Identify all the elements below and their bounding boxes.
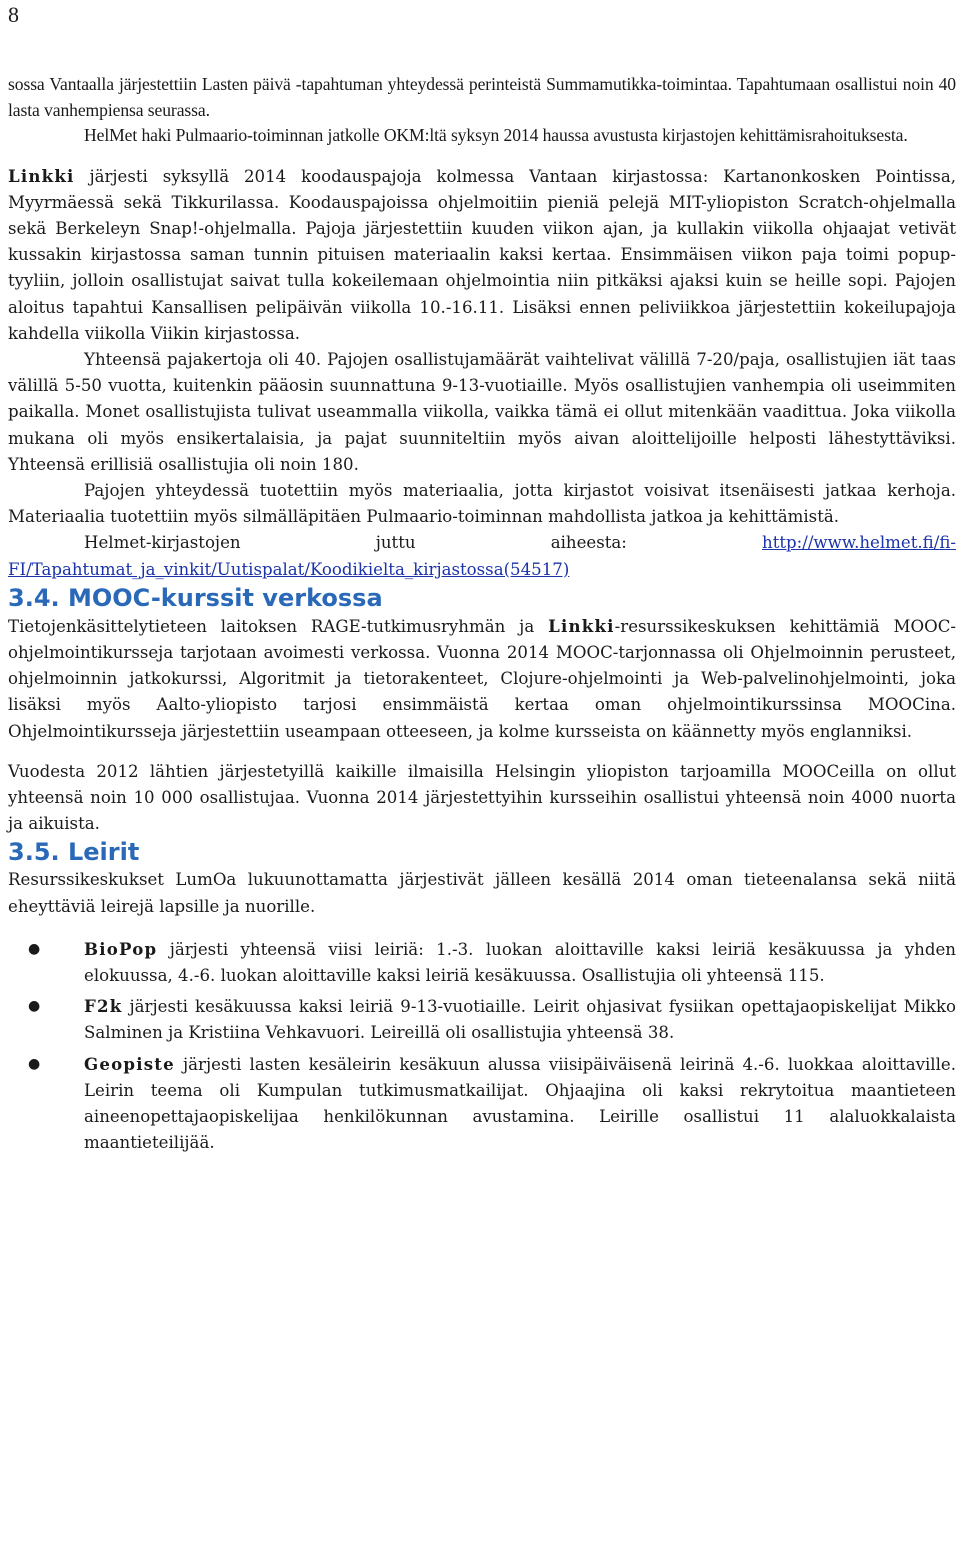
mooc-paragraph-2: Vuodesta 2012 lähtien järjestetyillä kaikille ilmaisilla Helsingin yliopiston tarjoamilla MOOCeilla on ollut yhteensä noin 10 000 osallistujaa. Vuonna 2014 järjestettyihin kursseihin osallistui yhteensä noin 4000 nuorta ja aikuista.	[8, 761, 956, 834]
linkki-paragraph-1	[8, 163, 956, 347]
list-item-geopiste	[8, 1051, 956, 1157]
leirit-intro: Resurssikeskukset LumOa lukuunottamatta järjestivät jälleen kesällä 2014 oman tieteenalansa sekä niitä eheyttäviä leirejä lapsille ja nuorille.	[8, 870, 956, 916]
linkki-paragraph-2: Yhteensä pajakertoja oli 40. Pajojen osallistujamäärät vaihtelivat välillä 7-20/paja, osallistujien iät taas välillä 5-50 vuotta, kuitenkin pääosin suunnattuna 9-13-vuotiaille. Myös osallistujien vanhempia oli useimmiten paikalla. Monet osallistujista tulivat useammalla viikolla, vaikka tämä ei ollut mitenkään vaadittua. Joka viikolla mukana oli myös ensikertalaisia, ja pajat suunniteltiin myös aivan aloittelijoille helposti lähestyttäviksi. Yhteensä erillisiä osallistujia oli noin 180.	[8, 349, 956, 474]
linkki-paragraph-3: Pajojen yhteydessä tuotettiin myös materiaalia, jotta kirjastot voisivat itsenäisesti jatkaa kerhoja. Materiaalia tuotettiin myös silmälläpitäen Pulmaario-toiminnan mahdollista jatkoa ja kehittämistä.	[8, 480, 956, 527]
f2k-text: järjesti kesäkuussa kaksi leiriä 9-13-vuotiaille. Leirit ohjasivat fysiikan opettajaopiskelijat Mikko Salminen ja Kristiina Vehkavuori. Leireillä oli osallistujia yhteensä 38.	[84, 997, 956, 1043]
helmet-article-link[interactable]: http://www.helmet.fi/fi-FI/Tapahtumat_ja_vinkit/Uutispalat/Koodikielta_kirjastossa(54517)	[8, 533, 956, 579]
section-heading-leirit: 3.5. Leirit	[8, 838, 140, 867]
intro-paragraph-2: HelMet haki Pulmaario-toiminnan jatkolle OKM:ltä syksyn 2014 haussa avustusta kirjastojen kehittämisrahoituksesta.	[84, 125, 908, 145]
geopiste-text: järjesti lasten kesäleirin kesäkuun alussa viisipäiväisenä leirinä 4.-6. luokkaa aloittaville. Leirin teema oli Kumpulan tutkimusmatkailijat. Ohjaajina oli kaksi rekrytoitua maantieteen aineenopettajaopiskelijaa henkilökunnan avustamina. Leirille osallistui 11 alaluokkalaista maantieteilijää.	[84, 1054, 956, 1153]
biopop-text: järjesti yhteensä viisi leiriä: 1.-3. luokan aloittaville kaksi leiriä kesäkuussa ja yhden elokuussa, 4.-6. luokan aloittaville kaksi leiriä kesäkuussa. Osallistujia oli yhteensä 115.	[84, 939, 956, 985]
list-item-biopop	[8, 936, 956, 989]
section-heading-mooc: 3.4. MOOC-kurssit verkossa	[8, 583, 383, 612]
page-content	[8, 72, 956, 1160]
camp-list	[8, 936, 956, 1157]
list-item-f2k	[8, 993, 956, 1046]
linkki-brand-inline: Linkki	[548, 615, 615, 636]
linkki-brand: Linkki	[8, 165, 75, 186]
geopiste-brand: Geopiste	[84, 1053, 175, 1074]
f2k-brand: F2k	[84, 996, 123, 1017]
mooc-paragraph-1-start: Tietojenkäsittelytieteen laitoksen RAGE-tutkimusryhmän ja	[8, 616, 549, 636]
biopop-brand: BioPop	[84, 938, 158, 959]
linkki-paragraph-4	[8, 530, 956, 582]
mooc-paragraph-1	[8, 613, 956, 745]
intro-paragraph-1: sossa Vantaalla järjestettiin Lasten päivä -tapahtuman yhteydessä perinteistä Summamutikka-toimintaa. Tapahtumaan osallistui noin 40 lasta vanhempiensa seurassa.	[8, 74, 956, 120]
linkki-paragraph-1-text: järjesti syksyllä 2014 koodauspajoja kolmessa Vantaan kirjastossa: Kartanonkosken Pointissa, Myyrmäessä sekä Tikkurilassa. Koodauspajoissa ohjelmoitiin pieniä pelejä MIT-yliopiston Scratch-ohjelmalla sekä Berkeleyn Snap!-ohjelmalla. Pajoja järjestettiin kuuden viikon ajan, ja kullakin viikolla ohjaajat vetivät kussakin kirjastossa saman tunnin pituisen materiaalin kaksi kertaa. Ensimmäisen viikon paja toimi popup-tyyliin, jolloin osallistujat saivat tulla kokeilemaan ohjelmointia niin pitkäksi ajaksi kuin se heille sopi. Pajojen aloitus tapahtui Kansallisen pelipäivän viikolla 10.-16.11. Lisäksi ennen peliviikkoa järjestettiin kokeilupajoja kahdella viikolla Viikin kirjastossa.	[8, 166, 956, 343]
page-number: 8	[8, 2, 19, 27]
helmet-link-prefix: Helmet-kirjastojen juttu aiheesta:	[84, 533, 763, 553]
mooc-paragraph-1-end: -resurssikeskuksen kehittämiä MOOC-ohjelmointikursseja tarjotaan avoimesti verkossa. Vuonna 2014 MOOC-tarjonnassa oli Ohjelmoinnin perusteet, ohjelmoinnin jatkokurssi, Algoritmit ja tietorakenteet, Clojure-ohjelmointi ja Web-palvelinohjelmointi, joka lisäksi myös Aalto-yliopisto tarjosi ensimmäistä kertaa oman ohjelmointikurssinsa MOOCina. Ohjelmointikursseja järjestettiin useampaan otteeseen, ja kolme kursseista on käännetty myös englanniksi.	[8, 616, 956, 741]
